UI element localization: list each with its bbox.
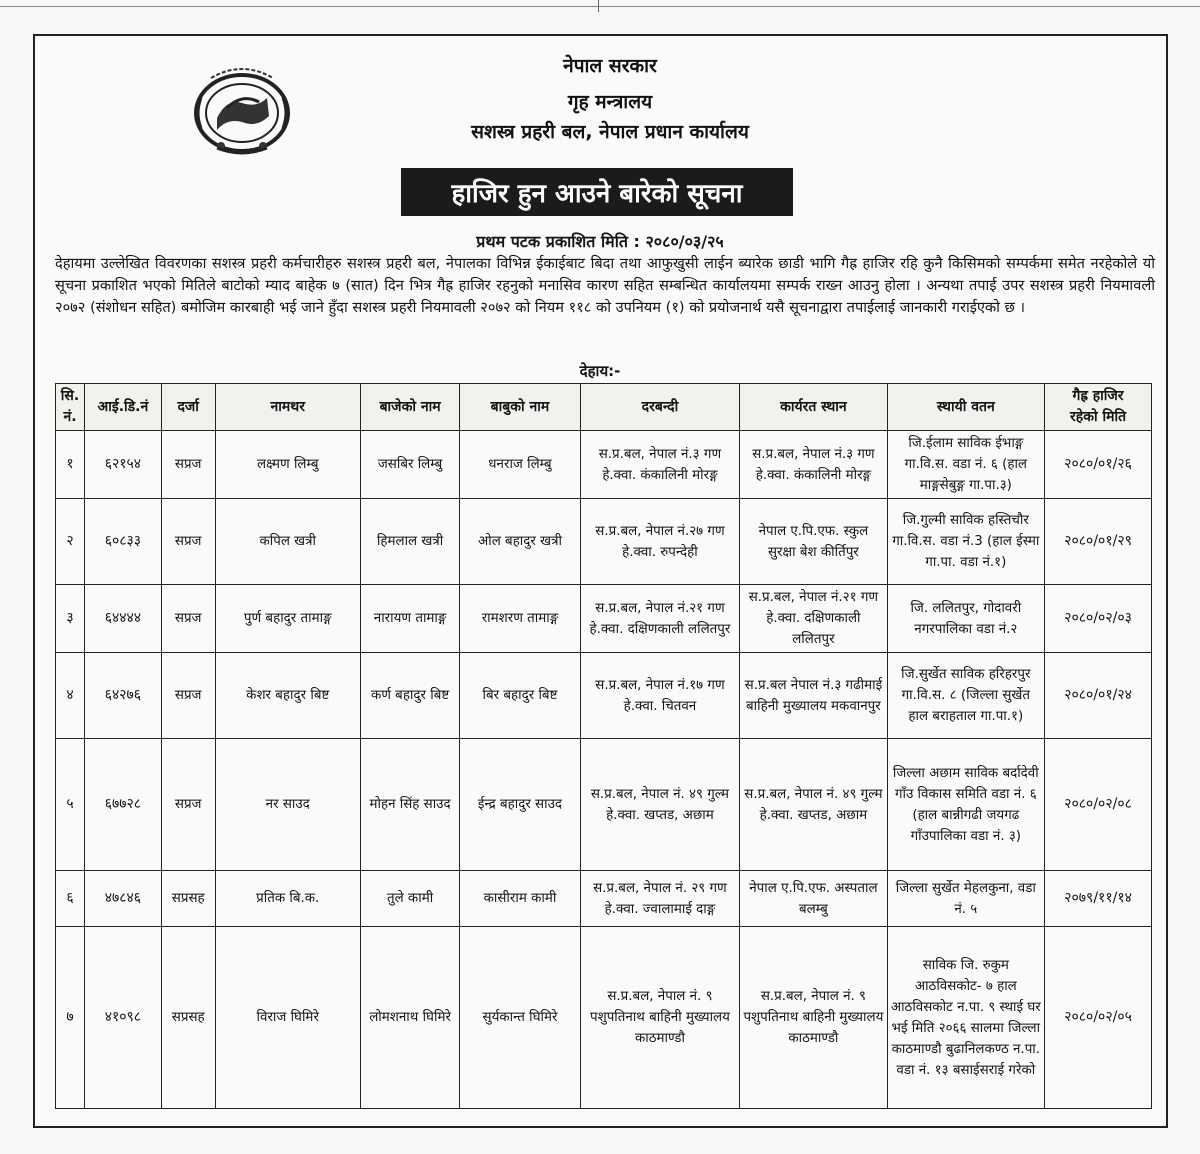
cell-grandfather: कर्ण बहादुर बिष्ट (360, 653, 460, 739)
col-header-name: नामथर (215, 384, 360, 431)
cell-address: जि.सुर्खेत साविक हरिहरपुर गा.वि.स. ८ (जिल्ला सुर्खेत हाल बराहताल गा.पा.१) (887, 653, 1045, 739)
cell-sn: १ (56, 431, 85, 499)
cell-grandfather: मोहन सिंह साउद (360, 739, 460, 871)
col-header-posting: दरबन्दी (580, 384, 740, 431)
cell-id: ६४४४४ (85, 585, 162, 653)
cell-grandfather: लोमशनाथ घिमिरे (360, 927, 460, 1109)
cell-sn: ७ (56, 927, 85, 1109)
table-row (56, 927, 1152, 1109)
cell-id: ६०८३३ (85, 499, 162, 585)
cell-id: ६२१५४ (85, 431, 162, 499)
cell-sn: ६ (56, 871, 85, 927)
cell-name: केशर बहादुर बिष्ट (215, 653, 360, 739)
cell-father: कासीराम कामी (460, 871, 580, 927)
cell-posting: स.प्र.बल, नेपाल नं. ९ पशुपतिनाथ बाहिनी मुख्यालय काठमाण्डौ (580, 927, 740, 1109)
table-row (56, 871, 1152, 927)
header-ministry: गृह मन्त्रालय (567, 91, 653, 113)
header-government: नेपाल सरकार (563, 55, 657, 77)
top-divider (0, 6, 1200, 7)
publish-date: प्रथम पटक प्रकाशित मिति : २०८०/०३/२५ (476, 232, 724, 251)
cell-sn: ५ (56, 739, 85, 871)
cell-father: बिर बहादुर बिष्ट (460, 653, 580, 739)
col-header-id: आई.डि.नं (85, 384, 162, 431)
cell-posting: स.प्र.बल, नेपाल नं.२७ गण हे.क्वा. रुपन्देही (580, 499, 740, 585)
cell-father: रामशरण तामाङ्ग (460, 585, 580, 653)
cell-workplace: नेपाल ए.पि.एफ. स्कुल सुरक्षा बेश कीर्तिपुर (740, 499, 887, 585)
table-row (56, 653, 1152, 739)
cell-workplace: स.प्र.बल, नेपाल नं. ९ पशुपतिनाथ बाहिनी मुख्यालय काठमाण्डौ (740, 927, 887, 1109)
notice-body: देहायमा उल्लेखित विवरणका सशस्त्र प्रहरी कर्मचारीहरु सशस्त्र प्रहरी बल, नेपालका विभिन्न ईकाईबाट बिदा तथा आफुखुसी लाईन ब्यारेक छाडी भागि गैह्र हाजिर रहि कुनै किसिमको सम्पर्कमा समेत नरहेकोले यो सूचना प्रकाशित भएको मितिले बाटोको म्याद बाहेक ७ (सात) दिन भित्र गैह्र हाजिर रहनुको मनासिव कारण सहित सम्बन्धित कार्यालयमा सम्पर्क राख्न आउनु होला । अन्यथा तपाई उपर सशस्त्र प्रहरी नियमावली २०७२ (संशोधन सहित) बमोजिम कारबाही भई जाने हुँदा सशस्त्र प्रहरी नियमावली २०७२ को नियम ११८ को उपनियम (१) को प्रयोजनार्थ यसै सूचनाद्वारा तपाईलाई जानकारी गराईएको छ । (55, 255, 1156, 316)
col-header-rank: दर्जा (161, 384, 215, 431)
col-header-father: बाबुको नाम (460, 384, 580, 431)
table-row (56, 499, 1152, 585)
cell-father: धनराज लिम्बु (460, 431, 580, 499)
cell-address: जि. ललितपुर, गोदावरी नगरपालिका वडा नं.२ (887, 585, 1045, 653)
cell-rank: सप्रसह (161, 927, 215, 1109)
government-emblem-icon (187, 58, 297, 158)
cell-address: जिल्ला अछाम साविक बर्दादेवी गाँउ विकास समिति वडा नं. ६ (हाल बान्नीगढी जयगढ गाँउपालिका वडा नं. ३) (887, 739, 1045, 871)
cell-rank: सप्रज (161, 739, 215, 871)
col-header-grandfather: बाजेको नाम (360, 384, 460, 431)
cell-grandfather: जसबिर लिम्बु (360, 431, 460, 499)
table-row (56, 585, 1152, 653)
cell-workplace: स.प्र.बल, नेपाल नं. ४९ गुल्म हे.क्वा. खप्तड, अछाम (740, 739, 887, 871)
cell-id: ६४२७६ (85, 653, 162, 739)
cell-rank: सप्रज (161, 653, 215, 739)
cell-date: २०७९/११/१४ (1045, 871, 1152, 927)
cell-id: ६७७२८ (85, 739, 162, 871)
cell-father: ओल बहादुर खत्री (460, 499, 580, 585)
cell-posting: स.प्र.बल, नेपाल नं.२१ गण हे.क्वा. दक्षिणकाली ललितपुर (580, 585, 740, 653)
header-office: सशस्त्र प्रहरी बल, नेपाल प्रधान कार्यालय (471, 121, 749, 143)
cell-sn: ३ (56, 585, 85, 653)
cell-name: विराज घिमिरे (215, 927, 360, 1109)
cell-posting: स.प्र.बल, नेपाल नं. २९ गण हे.क्वा. ज्वालामाई दाङ्ग (580, 871, 740, 927)
cell-date: २०८०/०२/०३ (1045, 585, 1152, 653)
cell-address: साविक जि. रुकुम आठविसकोट- ७ हाल आठविसकोट न.पा. ९ स्थाई घर भई मिति २०६६ सालमा जिल्ला काठमाण्डौ बुढानिलकण्ठ न.पा. वडा नं. १३ बसाईसराई गरेको (887, 927, 1045, 1109)
cell-grandfather: हिमलाल खत्री (360, 499, 460, 585)
col-header-absent-date: गैह्र हाजिर रहेको मिति (1045, 384, 1152, 431)
cell-sn: २ (56, 499, 85, 585)
cell-workplace: स.प्र.बल, नेपाल नं.३ गण हे.क्वा. कंकालिनी मोरङ्ग (740, 431, 887, 499)
cell-address: जि.ईलाम साविक ईभाङ्ग गा.वि.स. वडा नं. ६ (हाल माङ्गसेबुङ्ग गा.पा.३) (887, 431, 1045, 499)
cell-name: पुर्ण बहादुर तामाङ्ग (215, 585, 360, 653)
cell-name: लक्ष्मण लिम्बु (215, 431, 360, 499)
cell-name: कपिल खत्री (215, 499, 360, 585)
col-header-workplace: कार्यरत स्थान (740, 384, 887, 431)
cell-father: सुर्यकान्त घिमिरे (460, 927, 580, 1109)
col-header-address: स्थायी वतन (887, 384, 1045, 431)
cell-workplace: स.प्र.बल नेपाल नं.३ गढीमाई बाहिनी मुख्यालय मकवानपुर (740, 653, 887, 739)
cell-workplace: स.प्र.बल, नेपाल नं.२१ गण हे.क्वा. दक्षिणकाली ललितपुर (740, 585, 887, 653)
cell-date: २०८०/०१/२६ (1045, 431, 1152, 499)
cell-grandfather: नारायण तामाङ्ग (360, 585, 460, 653)
cell-rank: सप्रज (161, 431, 215, 499)
cell-name: नर साउद (215, 739, 360, 871)
cell-name: प्रतिक बि.क. (215, 871, 360, 927)
cell-rank: सप्रज (161, 499, 215, 585)
cell-rank: सप्रज (161, 585, 215, 653)
notice-banner: हाजिर हुन आउने बारेको सूचना (401, 168, 793, 216)
top-notch (598, 0, 599, 12)
cell-address: जि.गुल्मी साविक हस्तिचौर गा.वि.स. वडा नं.3 (हाल ईस्मा गा.पा. वडा नं.१) (887, 499, 1045, 585)
cell-posting: स.प्र.बल, नेपाल नं. ४९ गुल्म हे.क्वा. खप्तड, अछाम (580, 739, 740, 871)
cell-workplace: नेपाल ए.पि.एफ. अस्पताल बलम्बु (740, 871, 887, 927)
cell-date: २०८०/०१/२४ (1045, 653, 1152, 739)
cell-date: २०८०/०२/०५ (1045, 927, 1152, 1109)
table-subheading: देहाय:- (579, 362, 621, 380)
cell-rank: सप्रसह (161, 871, 215, 927)
cell-date: २०८०/०१/२९ (1045, 499, 1152, 585)
table-row (56, 431, 1152, 499)
cell-id: ४१०९८ (85, 927, 162, 1109)
cell-grandfather: तुले कामी (360, 871, 460, 927)
cell-father: ईन्द्र बहादुर साउद (460, 739, 580, 871)
cell-posting: स.प्र.बल, नेपाल नं.३ गण हे.क्वा. कंकालिनी मोरङ्ग (580, 431, 740, 499)
cell-date: २०८०/०२/०८ (1045, 739, 1152, 871)
cell-posting: स.प्र.बल, नेपाल नं.१७ गण हे.क्वा. चितवन (580, 653, 740, 739)
table-header-row (56, 384, 1152, 431)
absentee-table (55, 383, 1152, 1109)
cell-id: ४७८४६ (85, 871, 162, 927)
cell-address: जिल्ला सुर्खेत मेहलकुना, वडा नं. ५ (887, 871, 1045, 927)
col-header-sn: सि. नं. (56, 384, 85, 431)
cell-sn: ४ (56, 653, 85, 739)
table-row (56, 739, 1152, 871)
